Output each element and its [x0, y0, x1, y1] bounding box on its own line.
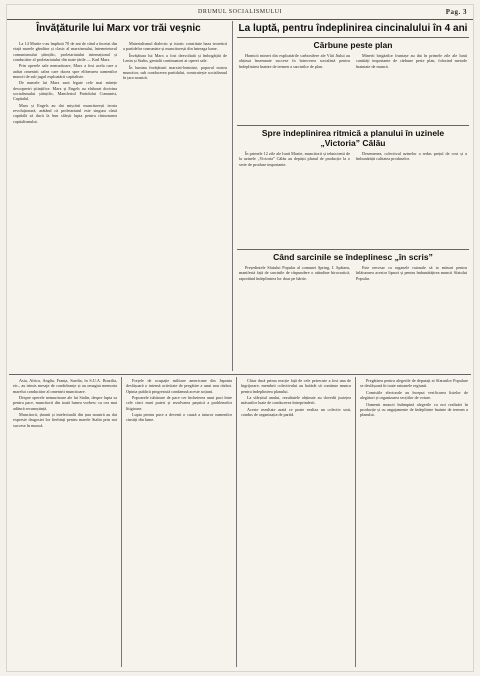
article2-paragraph: Minerii brigăzilor fruntașe au dat în primele zile ale lunii cantități importante de cărbune peste plan, folosind metode înaintate de muncă.: [356, 53, 467, 69]
article2-headline: La luptă, pentru îndeplinirea cincinalului în 4 ani: [238, 23, 468, 34]
article1-paragraph: Marx și Engels au dat mișcării muncitorești teoria revoluționară, arătând că proletariatul este singura clasă capabilă să ducă la bun sfârșit lupta pentru răsturnarea capitalismului.: [13, 102, 117, 124]
article5-column: [241, 378, 351, 666]
page-number: Pag. 3: [445, 8, 467, 16]
article1-column-2: [123, 41, 227, 371]
article1-paragraph: În lumina învățăturii marxist-leniniste, poporul nostru muncitor, sub conducerea partidului, construiește socialismul în țara noastră.: [123, 64, 227, 81]
page-rule: [9, 374, 471, 375]
article2-paragraph: Președintele Sfatului Popular al comunei Șpring, I. Spătaru, manifestă față de sarcinile de răspundere o atitudine birocratică, raportând îndeplinirea lor doar pe hârtie.: [239, 265, 350, 281]
article5-paragraph: La sfârșitul anului, rezultatele obținute au dovedit justețea măsurilor luate de conducerea întreprinderii.: [241, 395, 351, 406]
article2-subheadline-2: Spre îndeplinirea ritmică a planului în uzinele „Victoria” Călău: [261, 128, 445, 148]
article1-headline: Învățăturile lui Marx vor trăi veșnic: [36, 23, 201, 34]
article6-paragraph: Oamenii muncii întâmpină alegerile cu noi realizări în producție și cu angajamente de îndeplinire înainte de termen a planului.: [360, 401, 468, 418]
article4-paragraph: Lupta pentru pace a devenit o cauză a tuturor oamenilor cinstiți din lume.: [126, 412, 232, 423]
article4-paragraph: Popoarele iubitoare de pace cer încheierea unui pact între cele cinci mari puteri și rezolvarea pașnică a problemelor litigioase.: [126, 395, 232, 411]
article3-column: [13, 378, 117, 666]
article6-paragraph: Comisiile electorale au început verificarea listelor de alegători și organizarea secțiilor de votare.: [360, 389, 468, 401]
article2-paragraph: În primele 12 zile ale lunii Martie, muncitorii și tehnicienii de la uzinele „Victoria” Călău au depășit planul de producție la o serie de produse importante.: [239, 151, 350, 167]
article1-paragraph: De numele lui Marx sunt legate cele mai mărețe descoperiri științifice. Marx și Engels au elaborat doctrina socialismului științific, Manifestul Partidului Comunist, Capitalul.: [13, 80, 117, 102]
article1-paragraph: La 14 Martie s-au împlinit 70 de ani de când a încetat din viață marele gânditor și clasic al marxismului, întemeietorul comunismului științific, proletariatului internațional și conducător al proletariatului din toate țările — Karl Marx.: [13, 41, 117, 62]
article1-column-1: [13, 41, 117, 371]
article6-column: [360, 378, 468, 666]
article2-section-3: [239, 265, 467, 371]
article3-paragraph: Asia, Africa, Anglia, Franța, Suedia, în S.U.A. Brazilia, etc., au trimis mesaje de condoleanțe și au omagiat memoria marelui conducător al omenirii muncitoare.: [13, 378, 117, 394]
article2-subheadline-3: Când sarcinile se îndeplinesc „în scris”: [273, 252, 433, 262]
article4-paragraph: Forțele de ocupație militare americane din Japonia desfășoară o intensă activitate de pregătire a unui nou război. Opinia publică progresistă condamnă aceste acțiuni.: [126, 378, 232, 394]
article1-paragraph: Învățătura lui Marx a fost dezvoltată și îmbogățită de Lenin și Stalin, genialii continuatori ai operei sale.: [123, 52, 227, 64]
column-divider: [121, 377, 122, 667]
article2-section-2: [239, 151, 467, 247]
newspaper-page: [6, 4, 474, 672]
article2-paragraph: Desemenea, colectivul uzinelor a redus prețul de cost și a îmbunătățit calitatea produselor.: [356, 151, 467, 162]
article2-section-1: [239, 53, 467, 123]
article3-paragraph: Despre operele nemuritoare ale lui Stalin, despre lupta sa pentru pace, muncitorii din toată lumea vorbesc cu cea mai adâncă recunoștință.: [13, 395, 117, 411]
article4-column: [126, 378, 232, 666]
masthead: [7, 5, 473, 20]
section-rule: [237, 125, 469, 126]
masthead-title: DRUMUL SOCIALISMULUI: [198, 9, 282, 15]
headline-rule: [237, 37, 469, 38]
article3-paragraph: Muncitorii, țăranii și intelectualii din țara noastră au dat expresie dragostei lor fierbinți pentru marele Stalin prin noi succese în muncă.: [13, 412, 117, 428]
column-divider: [355, 377, 356, 667]
article6-paragraph: Pregătirea pentru alegerile de deputați ai Sfaturilor Populare se desfășoară în toate raioanele regiunii.: [360, 378, 468, 389]
article5-paragraph: Aceste rezultate arată ce poate realiza un colectiv unit, condus de organizația de partid.: [241, 406, 351, 418]
article5-paragraph: Chiar dacă prima reacție față de cele petrecute a fost una de îngrijorare, membrii colectivului au hotărât să continue munca pentru îndeplinirea planului.: [241, 378, 351, 394]
article1-paragraph: Materialismul dialectic și istoric constituie baza teoretică a partidelor comuniste și muncitorești din întreaga lume.: [123, 41, 227, 52]
article2-paragraph: Harnicii mineri din exploatările carbonifere ale Văii Jiului au obținut însemnate succese în întrecerea socialistă pentru îndeplinirea înainte de termen a sarcinilor de plan.: [239, 53, 350, 69]
column-divider: [232, 21, 233, 371]
article2-subheadline-1: Cărbune peste plan: [313, 40, 393, 50]
section-rule: [237, 249, 469, 250]
column-divider: [236, 377, 237, 667]
article1-paragraph: Prin operele sale nemuritoare, Marx a fost acela care a arătat omenirii calea care ducea spre eliberarea oamenilor muncii de sub jugul exploatării capitaliste.: [13, 63, 117, 79]
article2-paragraph: Este necesar ca organele raionale să ia măsuri pentru înlăturarea acestor lipsuri și pentru îmbunătățirea muncii Sfatului Popular.: [356, 265, 467, 281]
